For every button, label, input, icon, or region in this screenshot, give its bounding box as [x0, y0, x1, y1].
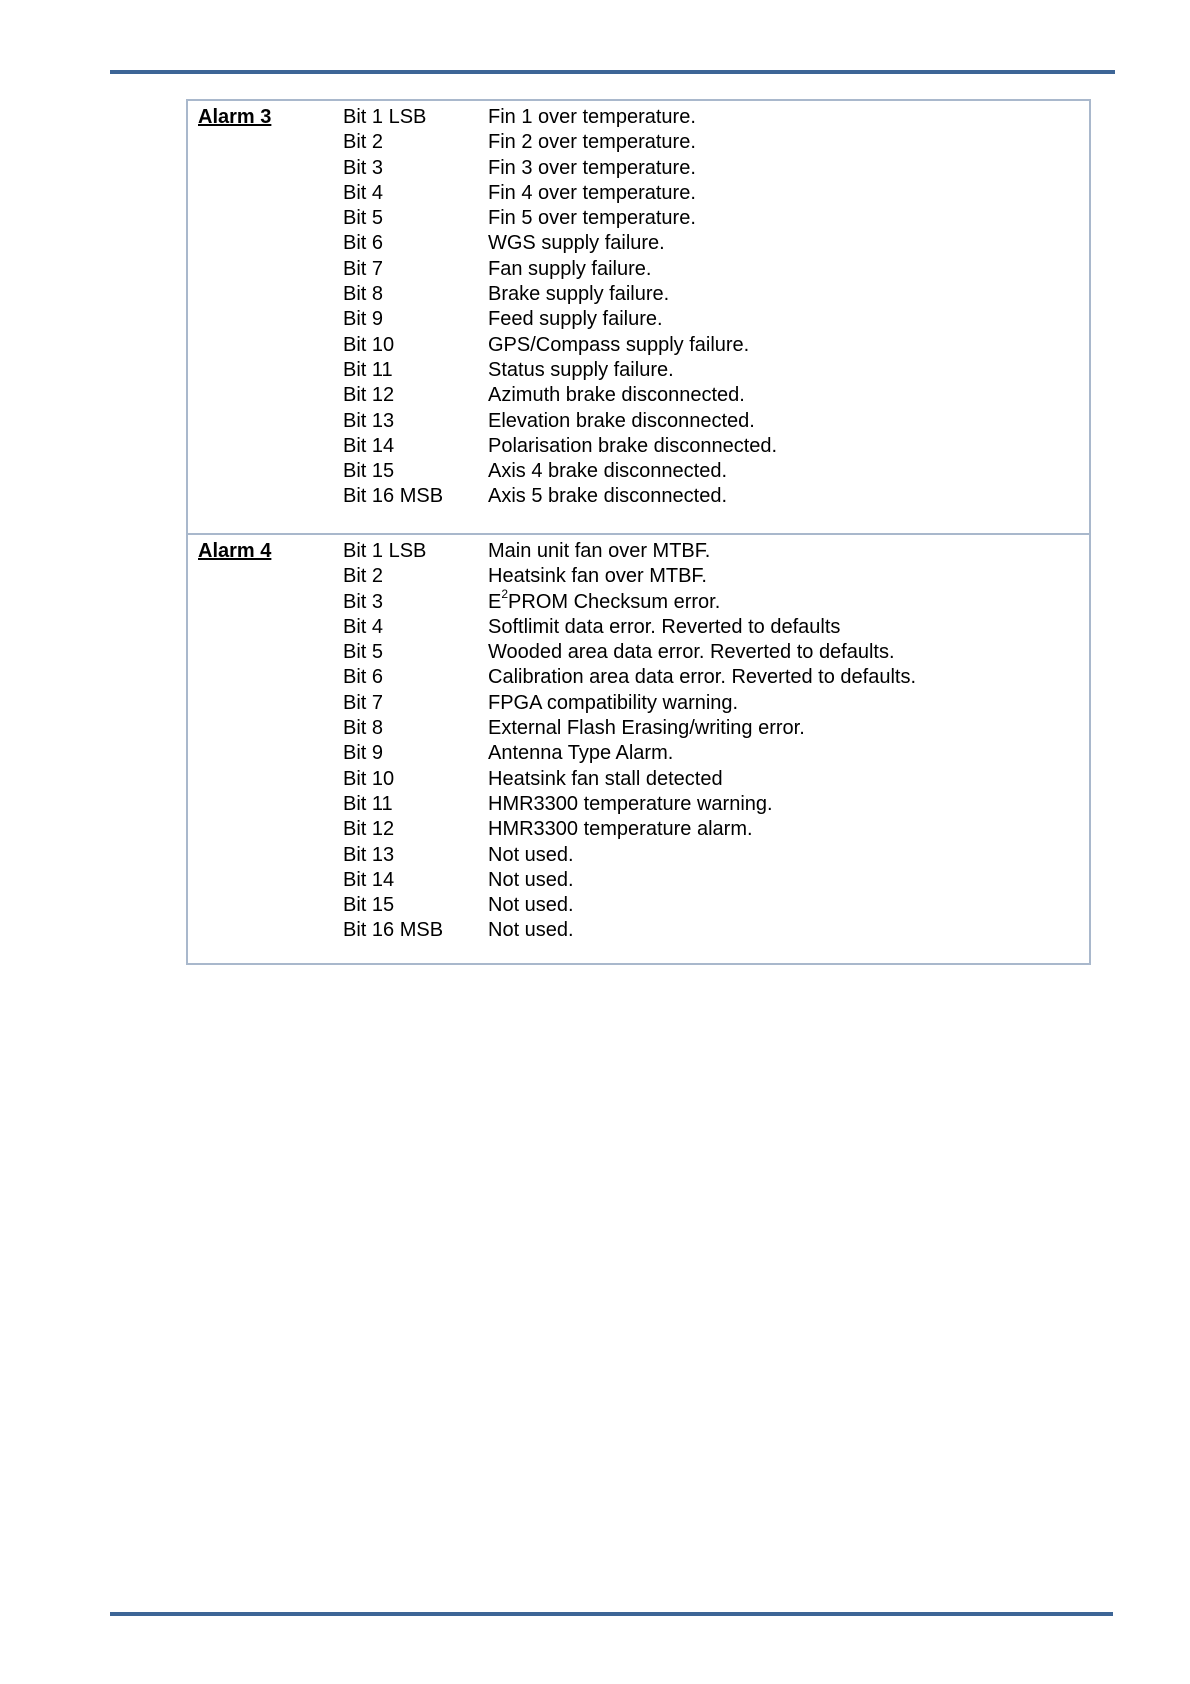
- bit-description: Softlimit data error. Reverted to defaults: [488, 615, 841, 638]
- bit-row: [343, 282, 777, 307]
- bit-row: [343, 586, 916, 615]
- bit-label: Bit 1 LSB: [343, 540, 427, 562]
- bit-label: Bit 2: [343, 131, 384, 154]
- bit-row: [343, 640, 916, 665]
- bit-label: Bit 9: [343, 308, 384, 331]
- bit-description: Axis 5 brake disconnected.: [488, 485, 728, 508]
- bit-description: Fan supply failure.: [488, 257, 652, 280]
- description-prefix: E: [488, 590, 502, 613]
- bit-description: Elevation brake disconnected.: [488, 409, 755, 432]
- bit-description: Polarisation brake disconnected.: [488, 434, 778, 457]
- bit-label: Bit 6: [343, 232, 384, 255]
- bit-row: [343, 206, 777, 231]
- alarm-bit-table: [186, 99, 1091, 965]
- bit-label: Bit 12: [343, 818, 395, 841]
- description-superscript: 2: [501, 586, 509, 601]
- bit-label: Bit 8: [343, 717, 384, 740]
- bit-row: [343, 383, 777, 408]
- bit-label: Bit 6: [343, 666, 384, 689]
- bit-row: [343, 105, 777, 130]
- bit-row: [343, 409, 777, 434]
- bit-row: [343, 484, 777, 509]
- bit-description: Azimuth brake disconnected.: [488, 384, 745, 407]
- bit-label: Bit 14: [343, 434, 395, 457]
- bit-description: Not used.: [488, 843, 574, 866]
- bit-row: [343, 539, 916, 564]
- bit-row: [343, 231, 777, 256]
- bit-description: Not used.: [488, 868, 574, 891]
- alarm-4-bit-list: [343, 539, 916, 944]
- bit-label: Bit 2: [343, 565, 384, 588]
- bit-label: Bit 14: [343, 868, 395, 891]
- bit-row: [343, 716, 916, 741]
- bit-row: [343, 564, 916, 589]
- bit-row: [343, 665, 916, 690]
- bit-row: [343, 918, 916, 943]
- bit-row: [343, 868, 916, 893]
- bit-row: [343, 130, 777, 155]
- bit-description: FPGA compatibility warning.: [488, 691, 739, 714]
- header-rule: [110, 70, 1115, 74]
- bit-description: Heatsink fan stall detected: [488, 767, 723, 790]
- bit-row: [343, 741, 916, 766]
- bit-label: Bit 1 LSB: [343, 106, 427, 128]
- bit-row: [343, 893, 916, 918]
- bit-description: Feed supply failure.: [488, 308, 663, 331]
- bit-label: Bit 7: [343, 691, 384, 714]
- bit-label: Bit 8: [343, 283, 384, 306]
- bit-row: [343, 434, 777, 459]
- alarm-4-section: [188, 533, 1089, 963]
- bit-row: [343, 817, 916, 842]
- bit-description: Wooded area data error. Reverted to defaults.: [488, 641, 895, 664]
- bit-description: GPS/Compass supply failure.: [488, 333, 750, 356]
- bit-description: HMR3300 temperature warning.: [488, 792, 773, 815]
- bit-row: [343, 358, 777, 383]
- bit-description: Fin 3 over temperature.: [488, 156, 696, 179]
- bit-label: Bit 3: [343, 156, 384, 179]
- bit-label: Bit 10: [343, 767, 395, 790]
- bit-description: Antenna Type Alarm.: [488, 742, 674, 765]
- bit-label: Bit 7: [343, 257, 384, 280]
- bit-description: Status supply failure.: [488, 358, 674, 381]
- bit-label: Bit 5: [343, 641, 384, 664]
- bit-label: Bit 12: [343, 384, 395, 407]
- bit-label: Bit 9: [343, 742, 384, 765]
- bit-label: Bit 11: [343, 358, 393, 381]
- bit-row: [343, 459, 777, 484]
- bit-row: [343, 691, 916, 716]
- bit-description: HMR3300 temperature alarm.: [488, 818, 753, 841]
- bit-label: Bit 15: [343, 894, 395, 917]
- bit-row: [343, 333, 777, 358]
- alarm-3-bit-list: [343, 105, 777, 510]
- alarm-4-heading: Alarm 4: [198, 540, 272, 562]
- bit-label: Bit 4: [343, 615, 384, 638]
- bit-description: Not used.: [488, 919, 574, 942]
- bit-row: [343, 843, 916, 868]
- bit-row: [343, 257, 777, 282]
- bit-description: Main unit fan over MTBF.: [488, 540, 711, 562]
- bit-description: Fin 5 over temperature.: [488, 207, 696, 230]
- bit-label: Bit 15: [343, 460, 395, 483]
- bit-row: [343, 615, 916, 640]
- bit-description: Brake supply failure.: [488, 283, 670, 306]
- bit-row: [343, 767, 916, 792]
- bit-label: Bit 4: [343, 181, 384, 204]
- bit-label: Bit 3: [343, 590, 384, 613]
- bit-description: [488, 586, 721, 615]
- bit-row: [343, 307, 777, 332]
- bit-row: [343, 792, 916, 817]
- footer-rule: [110, 1612, 1113, 1616]
- bit-label: Bit 16 MSB: [343, 919, 444, 942]
- bit-label: Bit 11: [343, 792, 393, 815]
- bit-description: Axis 4 brake disconnected.: [488, 460, 728, 483]
- bit-description: Fin 2 over temperature.: [488, 131, 696, 154]
- bit-description: External Flash Erasing/writing error.: [488, 717, 805, 740]
- bit-label: Bit 16 MSB: [343, 485, 444, 508]
- bit-label: Bit 13: [343, 409, 395, 432]
- bit-row: [343, 156, 777, 181]
- bit-label: Bit 5: [343, 207, 384, 230]
- bit-label: Bit 10: [343, 333, 395, 356]
- bit-description: Calibration area data error. Reverted to defaults.: [488, 666, 917, 689]
- bit-description: WGS supply failure.: [488, 232, 665, 255]
- description-text: PROM Checksum error.: [508, 590, 721, 613]
- bit-row: [343, 181, 777, 206]
- bit-description: Heatsink fan over MTBF.: [488, 565, 707, 588]
- bit-description: Fin 4 over temperature.: [488, 181, 696, 204]
- bit-description: Not used.: [488, 894, 574, 917]
- alarm-3-heading: Alarm 3: [198, 106, 272, 128]
- bit-label: Bit 13: [343, 843, 395, 866]
- bit-description: Fin 1 over temperature.: [488, 106, 696, 128]
- alarm-3-section: [188, 101, 1089, 533]
